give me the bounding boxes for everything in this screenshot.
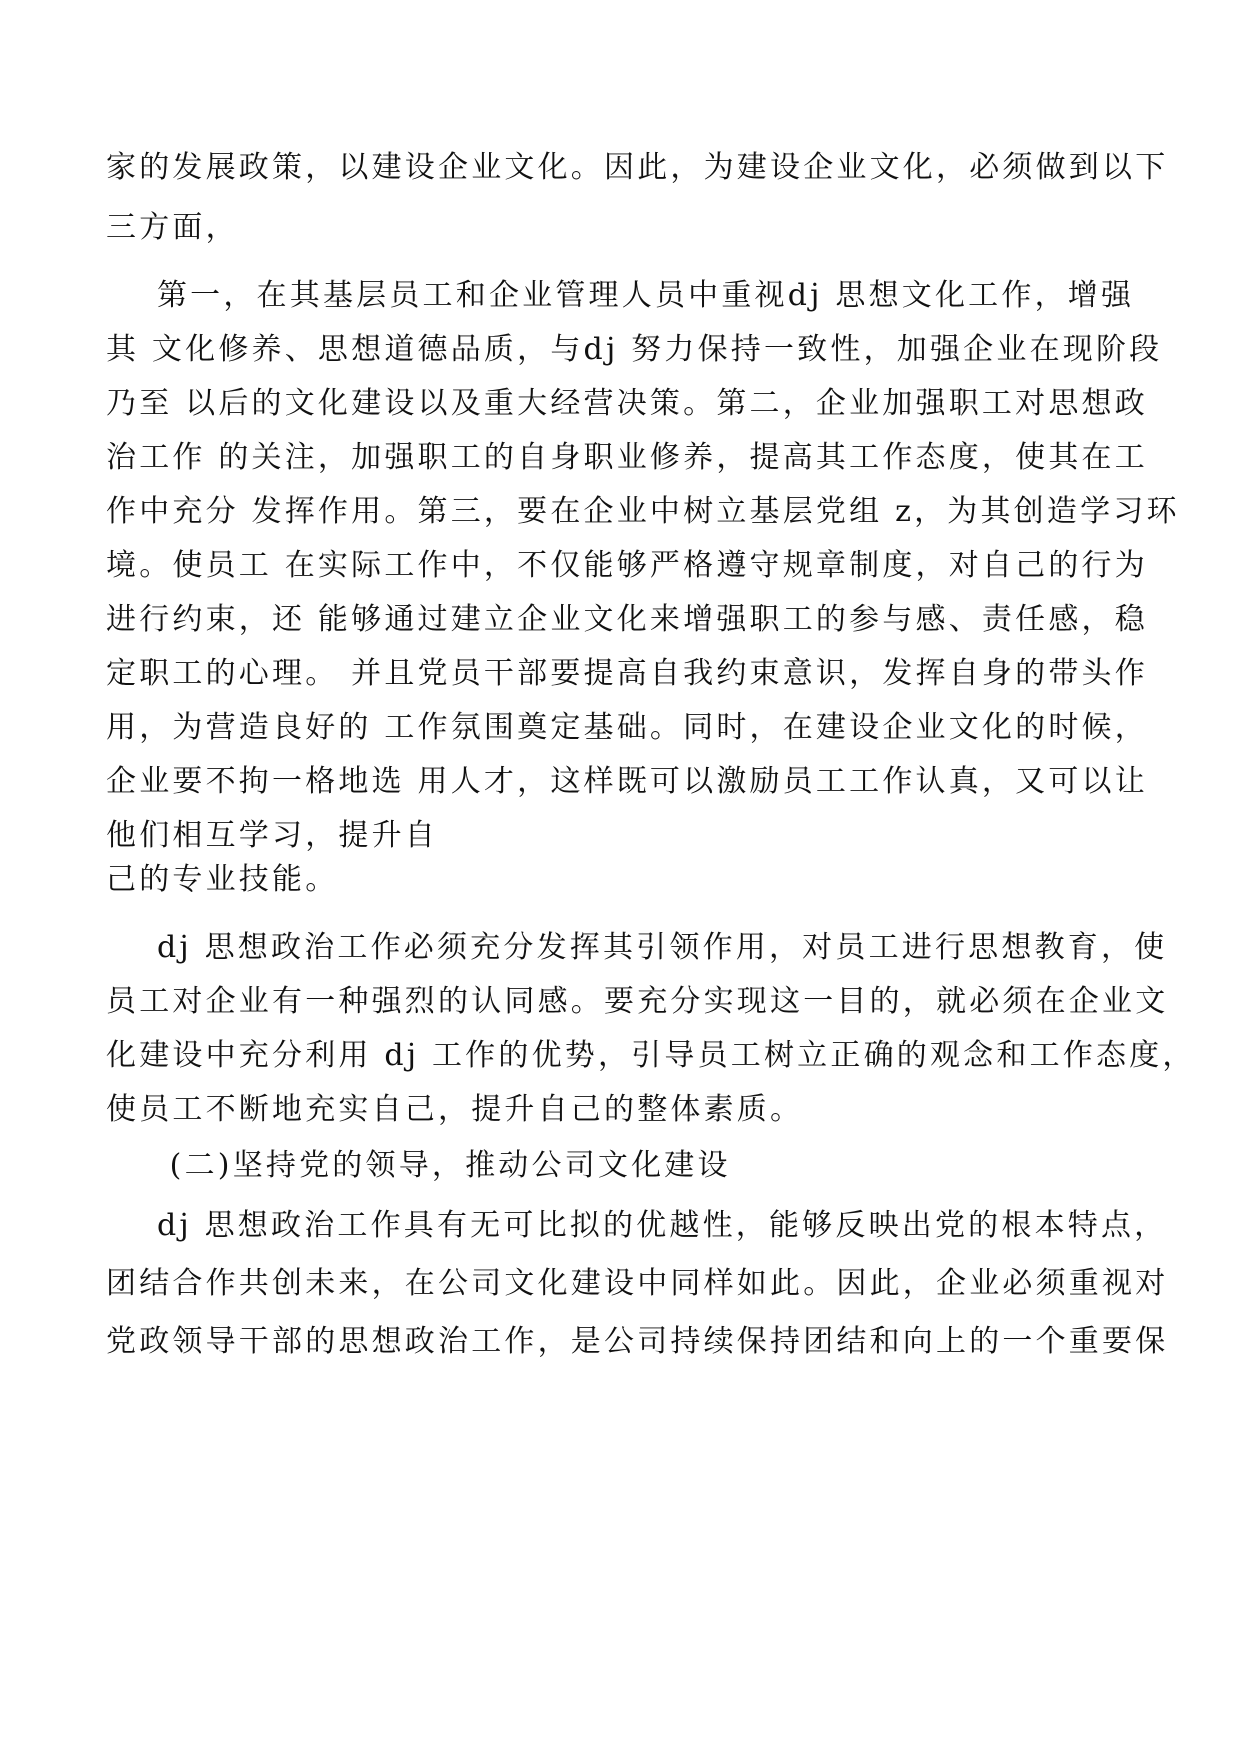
text-line: 进行约束，还 能够通过建立企业文化来增强职工的参与感、责任感，稳	[106, 602, 1148, 637]
text-line: 用，为营造良好的 工作氛围奠定基础。同时，在建设企业文化的时候，	[106, 710, 1148, 745]
text-line: 家的发展政策，以建设企业文化。因此，为建设企业文化，必须做到以下	[106, 150, 1169, 185]
text-line: 己的专业技能。	[106, 862, 339, 897]
text-line: 团结合作共创未来，在公司文化建设中同样如此。因此，企业必须重视对	[106, 1266, 1169, 1301]
text-line: 党政领导干部的思想政治工作，是公司持续保持团结和向上的一个重要保	[106, 1324, 1169, 1359]
text-line: 企业要不拘一格地选 用人才，这样既可以激励员工工作认真，又可以让	[106, 764, 1148, 799]
text-line: 其 文化修养、思想道德品质，与dj 努力保持一致性，加强企业在现阶段	[106, 332, 1163, 367]
text-line: 第一，在其基层员工和企业管理人员中重视dj 思想文化工作，增强	[106, 278, 1135, 313]
section-heading: (二)坚持党的领导，推动公司文化建设	[106, 1148, 731, 1183]
text-line: 使员工不断地充实自己，提升自己的整体素质。	[106, 1092, 804, 1127]
text-line: 他们相互学习，提升自	[106, 818, 438, 853]
text-line: dj 思想政治工作必须充分发挥其引领作用，对员工进行思想教育，使	[106, 930, 1168, 965]
text-line: dj 思想政治工作具有无可比拟的优越性，能够反映出党的根本特点，	[106, 1208, 1168, 1243]
text-line: 境。使员工 在实际工作中，不仅能够严格遵守规章制度，对自己的行为	[106, 548, 1148, 583]
text-line: 作中充分 发挥作用。第三，要在企业中树立基层党组 z，为其创造学习环	[106, 494, 1180, 529]
text-line: 员工对企业有一种强烈的认同感。要充分实现这一目的，就必须在企业文	[106, 984, 1169, 1019]
text-line: 定职工的心理。 并且党员干部要提高自我约束意识，发挥自身的带头作	[106, 656, 1148, 691]
text-line: 治工作 的关注，加强职工的自身职业修养，提高其工作态度，使其在工	[106, 440, 1148, 475]
text-line: 乃至 以后的文化建设以及重大经营决策。第二，企业加强职工对思想政	[106, 386, 1148, 421]
text-line: 三方面，	[106, 210, 239, 245]
text-line: 化建设中充分利用 dj 工作的优势，引导员工树立正确的观念和工作态度，	[106, 1038, 1196, 1073]
